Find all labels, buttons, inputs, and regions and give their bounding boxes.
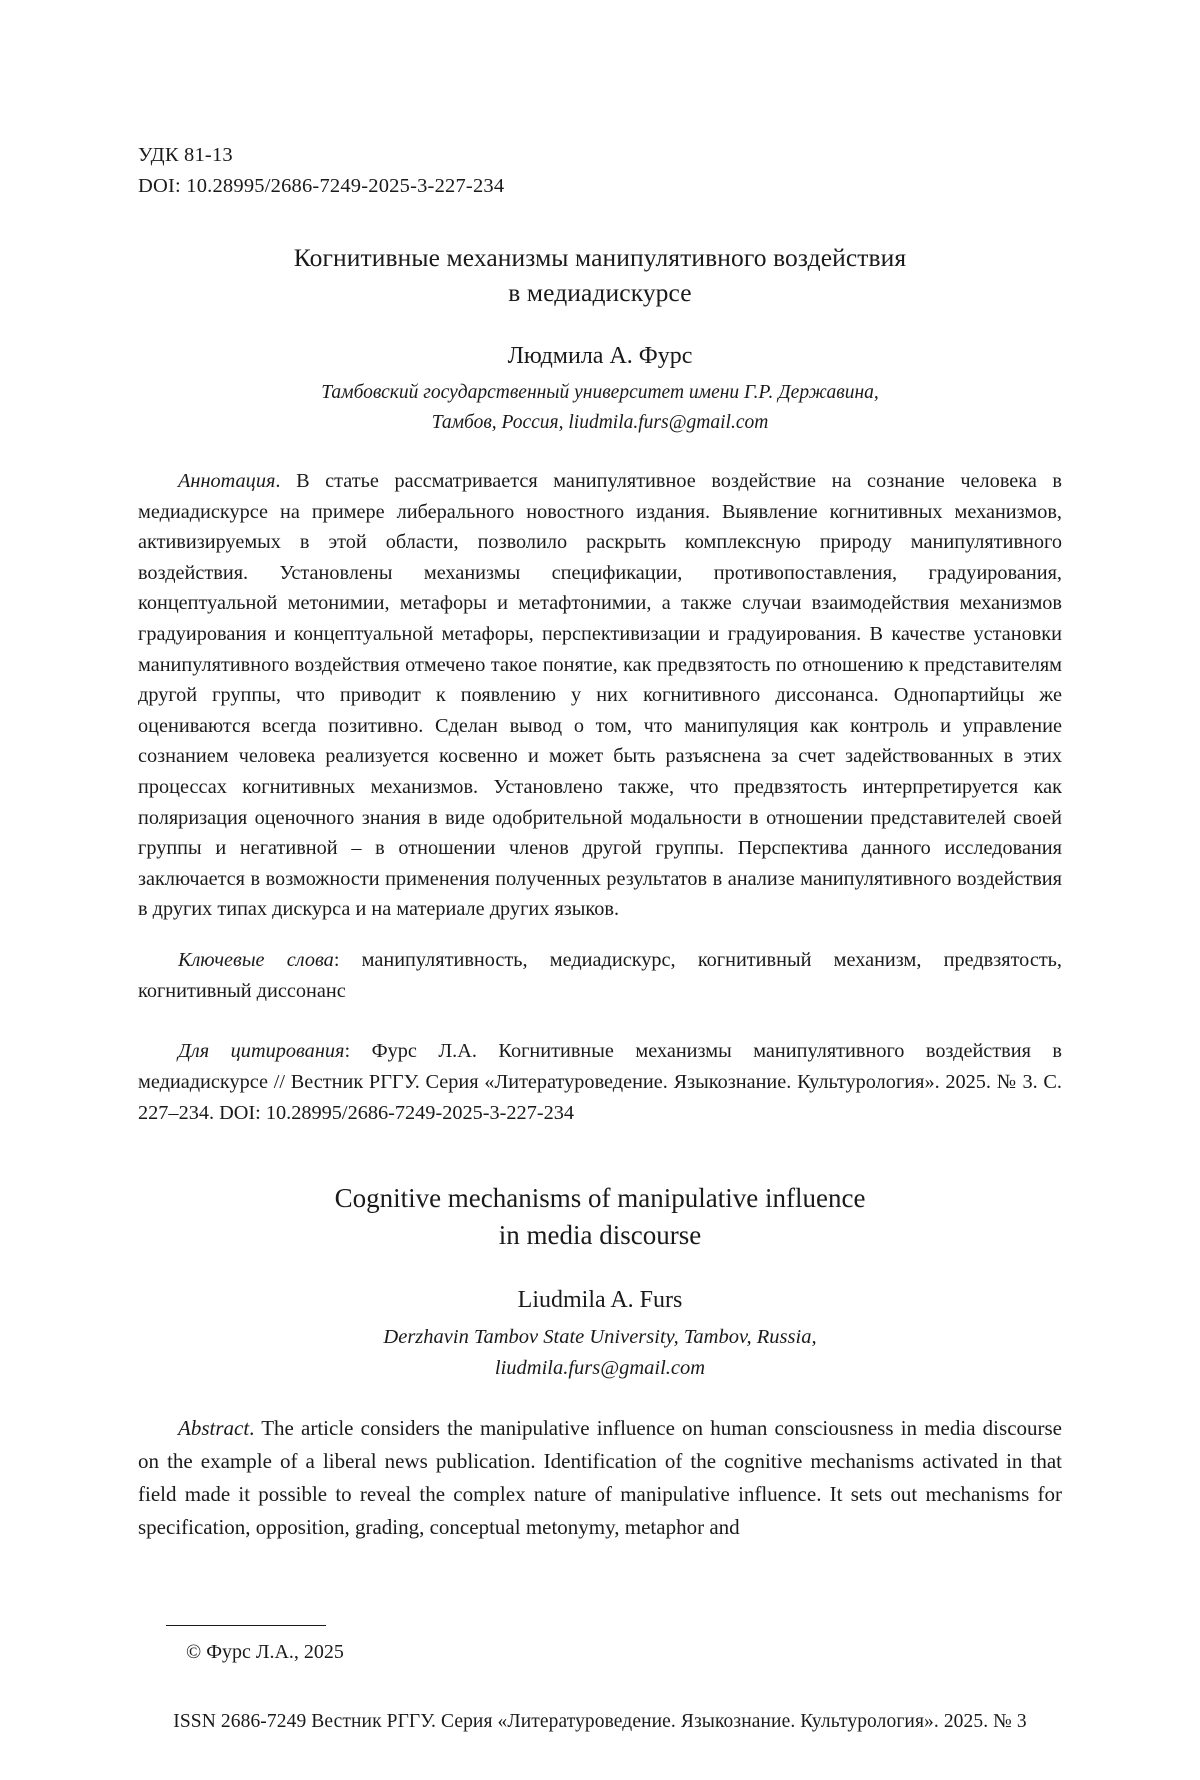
abstract-english (138, 1412, 1062, 1544)
abstract-russian-label: Аннотация (178, 470, 276, 492)
title-russian-line-2: в медиадискурсе (508, 278, 692, 307)
page-title-russian (138, 240, 1062, 310)
page-footer (138, 1625, 1062, 1780)
citation-russian-label: Для цитирования (178, 1040, 345, 1063)
title-english-line-2: in media discourse (498, 1220, 702, 1251)
affiliation-russian (138, 378, 1062, 438)
abstract-english-label: Abstract (178, 1416, 250, 1441)
citation-russian-text: : Фурс Л.А. Когнитивные механизмы манипулятивного воздействия в медиадискурсе // Вестник РГГУ. Серия «Литературоведение. Языкознание. Культурология». 2025. № 3. С. 227–234. DOI: 10.28995/2686-7249-2025-3-227-234 (138, 1040, 1062, 1124)
author-english: Liudmila A. Furs (517, 1287, 683, 1314)
affiliation-russian-line-1: Тамбовский государственный университет имени Г.Р. Державина, (321, 382, 879, 403)
affiliation-english (138, 1322, 1062, 1384)
affiliation-english-line-2: liudmila.furs@gmail.com (494, 1357, 706, 1380)
abstract-english-text: . The article considers the manipulative influence on human consciousness in media discourse on the example of a liberal news publication. Identification of the cognitive mechanisms activated in that field made it possible to reveal the complex nature of manipulative influence. It sets out mechanisms for specification, opposition, grading, conceptual metonymy, metaphor and (138, 1416, 1062, 1540)
footnote-rule (166, 1625, 326, 1626)
keywords-russian-label: Ключевые слова (178, 949, 334, 972)
page-title-english (138, 1180, 1062, 1254)
abstract-russian (138, 466, 1062, 925)
title-english-line-1: Cognitive mechanisms of manipulative influence (334, 1183, 866, 1214)
title-russian-line-1: Когнитивные механизмы манипулятивного воздействия (293, 243, 907, 272)
abstract-russian-text: . В статье рассматривается манипулятивное воздействие на сознание человека в медиадискурсе на примере либерального новостного издания. Выявление когнитивных механизмов, активизируемых в этой области, позволило раскрыть комплексную природу манипулятивного воздействия. Установлены механизмы спецификации, противопоставления, градуирования, концептуальной метонимии, метафоры и метафтонимии, а также случаи взаимодействия механизмов градуирования и концептуальной метафоры, перспективизации и градуирования. В качестве установки манипулятивного воздействия отмечено такое понятие, как предвзятость по отношению к представителям другой группы, что приводит к появлению у них когнитивного диссонанса. Однопартийцы же оцениваются всегда позитивно. Сделан вывод о том, что манипуляция как контроль и управление сознанием человека реализуется косвенно и может быть разъяснена за счет задействованных в этих процессах когнитивных механизмов. Установлено также, что предвзятость интерпретируется как поляризация оценочного знания в виде одобрительной модальности в отношении представителей своей группы и негативной – в отношении членов другой группы. Перспектива данного исследования заключается в возможности применения полученных результатов в анализе манипулятивного воздействия в других типах дискурса и на материале других языков. (138, 470, 1062, 921)
affiliation-russian-line-2: Тамбов, Россия, liudmila.furs@gmail.com (431, 412, 769, 433)
keywords-russian (138, 945, 1062, 1006)
udk-line: УДК 81-13 (138, 144, 233, 166)
issn-line: ISSN 2686-7249 Вестник РГГУ. Серия «Литературоведение. Языкознание. Культурология». 2025. № 3 (173, 1711, 1027, 1732)
affiliation-english-line-1: Derzhavin Tambov State University, Tambov, Russia, (383, 1326, 817, 1349)
copyright-note: © Фурс Л.А., 2025 (186, 1641, 344, 1663)
author-russian: Людмила А. Фурс (507, 343, 693, 369)
citation-russian (138, 1036, 1062, 1128)
keywords-russian-text: : манипулятивность, медиадискурс, когнитивный механизм, предвзятость, когнитивный диссонанс (138, 949, 1063, 1002)
doi-line: DOI: 10.28995/2686-7249-2025-3-227-234 (138, 175, 505, 197)
